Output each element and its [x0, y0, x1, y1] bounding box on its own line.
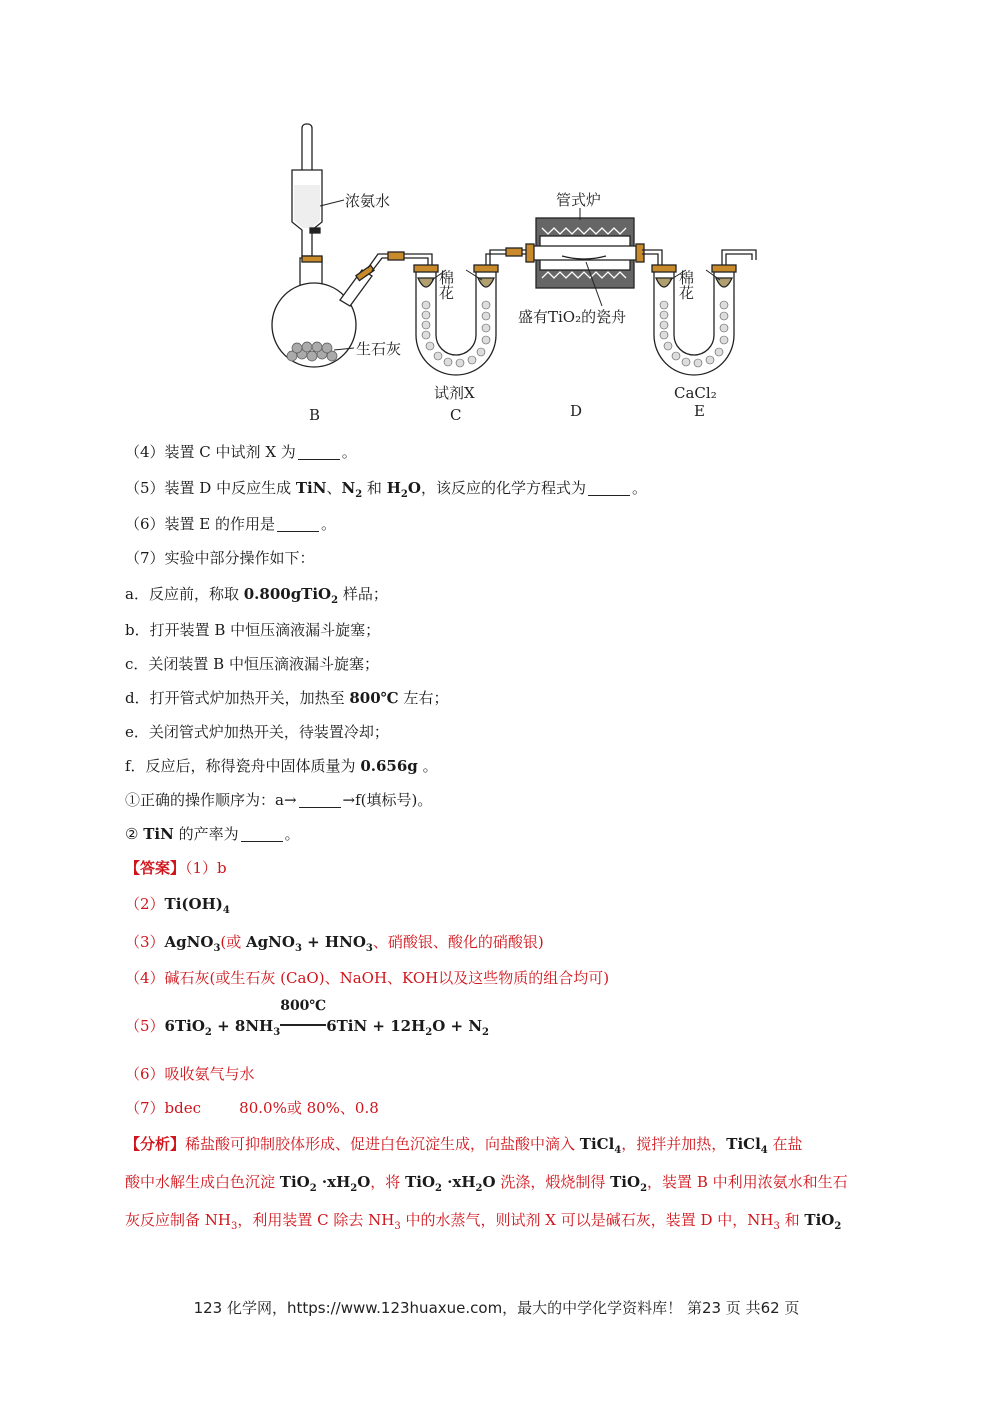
label-tube-furnace: 管式炉 [556, 191, 602, 209]
answer-4: （4）碱石灰(或生石灰 (CaO)、NaOH、KOH以及这些物质的组合均可) [125, 969, 610, 987]
label-ammonia: 浓氨水 [345, 192, 391, 210]
step-c: c．关闭装置 B 中恒压滴液漏斗旋塞； [125, 655, 379, 673]
question-7-1: ①正确的操作顺序为：a→ →f(填标号)。 [125, 791, 433, 809]
step-f: f．反应后，称得瓷舟中固体质量为 0.656g 。 [125, 757, 438, 775]
label-cotton-c: 棉花 [437, 270, 455, 300]
answer-6: （6）吸收氨气与水 [125, 1065, 255, 1083]
label-e: E [694, 402, 705, 420]
label-reagent-x: 试剂X [434, 384, 475, 402]
answer-blank [298, 443, 340, 460]
label-quicklime: 生石灰 [356, 340, 402, 358]
reaction-condition: 800℃ [280, 1014, 326, 1038]
apparatus-diagram [250, 110, 790, 430]
label-b: B [309, 406, 321, 424]
answer-tag: 【答案】 [125, 859, 186, 877]
step-d: d．打开管式炉加热开关，加热至 800℃ 左右； [125, 689, 449, 707]
tube-furnace [526, 218, 644, 306]
question-6: （6）装置 E 的作用是 。 [125, 515, 337, 533]
step-a: a．反应前，称取 0.800gTiO$_2$ 样品； [125, 585, 388, 606]
apparatus-figure [250, 110, 790, 430]
u-tube-c [414, 265, 498, 375]
question-5: （5）装置 D 中反应生成 TiN、$N_2$ 和 $H_2O$，该反应的化学方程式为 。 [125, 479, 647, 500]
analysis-line-1: 【分析】稀盐酸可抑制胶体形成、促进白色沉淀生成，向盐酸中滴入 TiCl$_4$，搅拌并加热，TiCl$_4$ 在盐 [125, 1135, 803, 1156]
tube-d-e [642, 250, 662, 265]
label-boat: 盛有TiO₂的瓷舟 [518, 308, 627, 326]
answer-2: $(2)Ti(OH)_4$ [125, 895, 230, 916]
label-cacl2: CaCl₂ [674, 384, 717, 402]
step-e: e．关闭管式炉加热开关，待装置冷却； [125, 723, 389, 741]
label-cotton-e: 棉花 [677, 270, 695, 300]
question-4: （4）装置 C 中试剂 X 为 。 [125, 443, 357, 461]
question-7-intro: （7）实验中部分操作如下： [125, 549, 315, 567]
answer-blank [299, 791, 341, 808]
u-tube-e [652, 250, 756, 375]
answer-blank [588, 479, 630, 496]
label-d: D [570, 402, 583, 420]
question-7-2: ② TiN 的产率为 。 [125, 825, 300, 843]
answer-5: $(5)6TiO_2 + 8NH_3$ 800℃ $6TiN + 12H_2O + N_2$ [125, 998, 490, 1038]
analysis-line-3: 灰反应制备 $NH_3$，利用装置 C 除去 $NH_3$ 中的水蒸气，则试剂 X 可以是碱石灰，装置 D 中，$NH_3$ 和 TiO$_2$ [125, 1211, 842, 1232]
analysis-line-2: 酸中水解生成白色沉淀 $TiO_2 \cdot xH_2O$，将 $TiO_2 \cdot xH_2O$ 洗涤，煅烧制得 TiO$_2$，装置 B 中利用浓氨水和生石 [125, 1173, 848, 1194]
answer-blank [277, 515, 319, 532]
label-c: C [450, 406, 462, 424]
answer-3: （3）AgNO$_3$(或 AgNO$_3$ + $HNO_3$、硝酸银、酸化的硝酸银) [125, 933, 544, 954]
page-footer: 123 化学网，https://www.123huaxue.com，最大的中学化学资料库！ 第23 页 共62 页 [193, 1299, 800, 1317]
analysis-tag: 【分析】 [125, 1135, 186, 1153]
answer-blank [241, 825, 283, 842]
step-b: b．打开装置 B 中恒压滴液漏斗旋塞； [125, 621, 381, 639]
answer-1: 【答案】（1）b [125, 859, 227, 877]
answer-7: （7）bdec 80.0%或 80%、0.8 [125, 1099, 379, 1117]
